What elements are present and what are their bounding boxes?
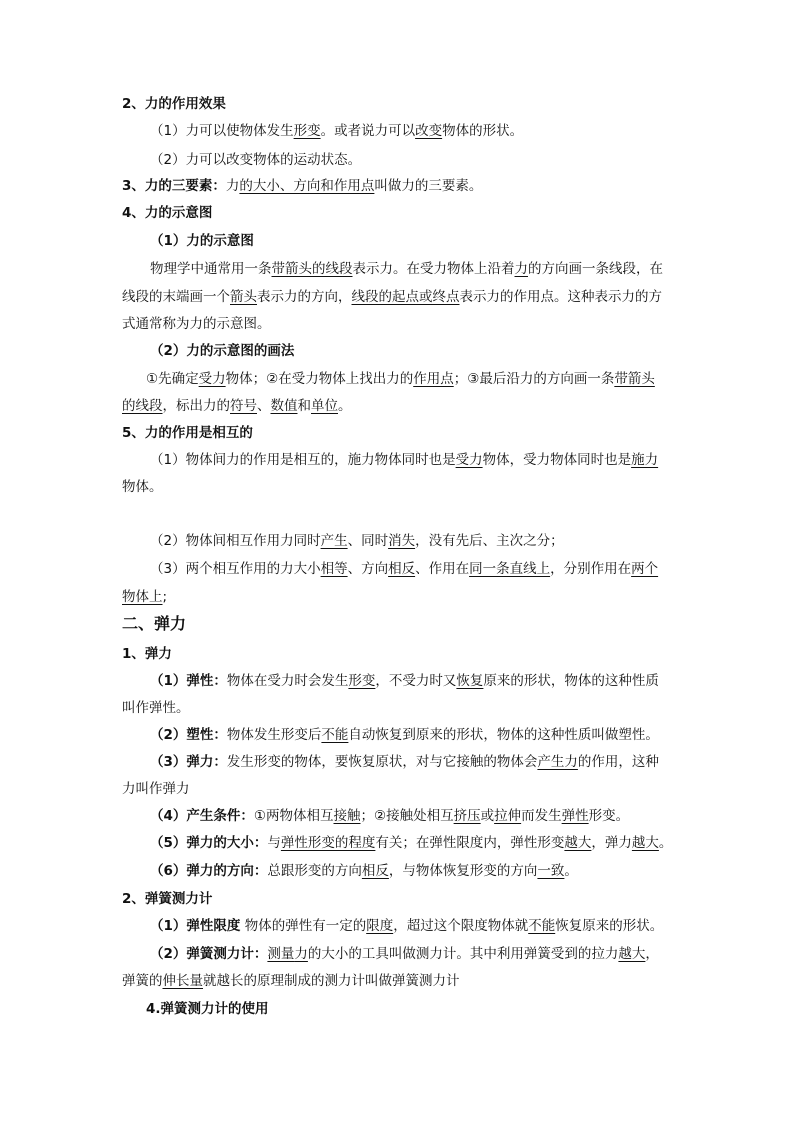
underlined-term: 形变 [348,673,376,689]
underlined-term: 一致 [537,863,565,879]
paragraph-line [146,369,655,389]
term-label: （6）弹力的方向： [150,863,268,879]
underlined-term: 不能 [528,918,556,934]
text-run: 自动恢复到原来的形状，物体的这种性质叫做塑性。 [348,727,659,743]
paragraph-line [150,121,523,141]
section-title-elastic-force: 二、弹力 [122,614,187,633]
text-run: ①两物体相互 [253,808,334,824]
text-run: 表示力的作用点。这种表示力的方 [459,289,662,305]
underlined-term: 带箭头 [614,371,655,387]
paragraph-line [150,916,663,936]
underlined-term: 测量 [267,946,295,962]
text-run: 和 [297,398,311,414]
text-run: 恢复原来的形状。 [555,918,664,934]
underlined-term: 线段的起点或终点 [351,289,460,305]
term-label: （2）弹簧测力计： [150,946,268,962]
underlined-term: 产生力 [537,754,578,770]
underlined-term: 相反 [361,863,389,879]
text-run: ，弹力 [591,835,632,851]
text-run: 而发生 [521,808,562,824]
heading-spring-scale-usage: 4.弹簧测力计的使用 [146,1001,269,1017]
subheading: （1）力的示意图 [150,233,254,249]
paragraph-line [150,531,564,551]
underlined-term: 形变 [293,123,321,139]
subheading: （2）力的示意图的画法 [150,343,295,359]
paragraph-line [122,396,352,416]
paragraph-line [150,671,659,691]
paragraph-line [150,259,663,279]
text-run: ，与物体恢复形变的方向 [388,863,538,879]
underlined-term: 越大 [618,946,646,962]
text-run: ，分别作用在 [550,561,632,577]
term-label: （4）产生条件： [150,808,254,824]
term-label: （2）塑性： [150,727,227,743]
paragraph-line [150,752,659,772]
underlined-term: 箭头 [230,289,257,305]
text-run: 原来的形状，物体的这种性质 [483,673,659,689]
term-label: （1）弹性： [150,673,227,689]
text-run: 物体；②在受力物体上找出力的 [225,371,414,387]
underlined-term: 限度 [366,918,394,934]
text-run: 弹簧的 [122,973,163,989]
text-run: 3、力的三要素： [122,178,226,194]
underlined-term: 施力 [631,452,659,468]
text-run: ， [645,946,659,962]
paragraph-line: （2）力可以改变物体的运动状态。 [150,152,362,168]
underlined-term: 的线段 [122,398,163,414]
paragraph-line [122,587,167,607]
text-run: 、同时 [347,533,389,549]
underlined-term: 相反 [388,561,416,577]
text-run: 叫做力的三要素。 [374,178,483,194]
text-run: ，标出力的 [162,398,230,414]
text-run: 的作用，这种 [577,754,659,770]
underlined-term: 带箭头的线段 [271,261,353,277]
paragraph-line [122,971,460,991]
text-run: 。 [658,835,673,851]
underlined-term: 挤压 [453,808,481,824]
underlined-term: 符号 [230,398,257,414]
underlined-term: 不能 [321,727,349,743]
underlined-term: 越大 [631,835,659,851]
text-run: 的大小的工具叫做测力计。其中利用弹簧受到的拉力 [307,946,619,962]
text-run: ①先确定 [146,371,199,387]
underlined-term: 接触 [333,808,361,824]
paragraph-line: 物体。 [122,479,163,495]
underlined-term: 数值 [270,398,298,414]
text-run: 与 [267,835,281,851]
underlined-term: 弹性 [561,808,589,824]
text-run: 力 [225,178,240,194]
paragraph-line [122,287,662,307]
term-label: （1）弹性限度 [150,918,241,934]
underlined-term: 越大 [564,835,592,851]
underlined-term: 物体上 [122,589,163,605]
text-run: 。或者说力可以 [320,123,416,139]
underlined-term: 恢复 [456,673,484,689]
paragraph-line [150,806,629,826]
underlined-term: 作用点 [413,371,454,387]
text-run: ，超过这个限度物体就 [393,918,529,934]
text-run: 的方向画一条线段，在 [528,261,663,277]
underlined-term: 消失 [388,533,416,549]
underlined-term: 相等 [320,561,348,577]
text-run: 物体的形状。 [442,123,524,139]
underlined-term: 伸长量 [162,973,203,989]
underlined-term: 弹性形变的程度 [280,835,376,851]
text-run: （3）两个相互作用的力大小 [150,561,321,577]
paragraph-line [150,944,659,964]
text-run: 、作用在 [415,561,470,577]
heading-elastic-force: 1、弹力 [122,646,172,662]
text-run: 物体，受力物体同时也是 [482,452,632,468]
paragraph-line: 力叫作弹力 [122,781,190,797]
text-run: 物体在受力时会发生 [226,673,349,689]
text-run: ；③最后沿力的方向画一条 [453,371,615,387]
heading-spring-scale: 2、弹簧测力计 [122,891,213,907]
underlined-term: 单位 [311,398,338,414]
heading-force-effects: 2、力的作用效果 [122,96,226,112]
underlined-term: 产生 [320,533,348,549]
underlined-term: 力 [294,946,308,962]
underlined-term: 受力 [455,452,483,468]
text-run: 线段的末端画一个 [122,289,230,305]
heading-three-elements [122,176,482,196]
term-label: （3）弹力： [150,754,227,770]
text-run: （1）物体间力的作用是相互的，施力物体同时也是 [150,452,456,468]
underlined-term: 两个 [631,561,659,577]
text-run: ，没有先后、主次之分； [415,533,564,549]
text-run: 就越长的原理制成的测力计叫做弹簧测力计 [203,973,460,989]
heading-force-diagram: 4、力的示意图 [122,205,213,221]
paragraph-line: 式通常称为力的示意图。 [122,316,271,332]
underlined-term: 同一条直线上 [469,561,551,577]
text-run: 发生形变的物体，要恢复原状，对与它接触的物体会 [226,754,538,770]
text-run: 、方向 [347,561,389,577]
text-run: （1）力可以使物体发生 [150,123,294,139]
text-run: 有关；在弹性限度内，弹性形变 [375,835,565,851]
text-run: 物理学中通常用一条 [150,261,272,277]
text-run: 表示力。在受力物体上沿着 [352,261,515,277]
text-run: 总跟形变的方向 [267,863,362,879]
heading-mutual-force: 5、力的作用是相互的 [122,425,253,441]
text-run: ; [162,589,168,605]
term-label: （5）弹力的大小： [150,835,268,851]
paragraph-line [150,833,672,853]
text-run: （2）物体间相互作用力同时 [150,533,321,549]
paragraph-line [150,861,578,881]
text-run: 。 [564,863,578,879]
text-run: ；②接触处相互 [360,808,454,824]
text-run: 形变。 [588,808,630,824]
text-run: 。 [338,398,352,414]
text-run: 或 [480,808,495,824]
paragraph-line [150,725,659,745]
underlined-term: 力 [514,261,528,277]
underlined-term: 改变 [415,123,443,139]
text-run: 、 [257,398,271,414]
text-run: 物体发生形变后 [226,727,322,743]
underlined-term: 拉伸 [494,808,522,824]
paragraph-line: 叫作弹性。 [122,700,190,716]
text-run: 物体的弹性有一定的 [244,918,367,934]
text-run: ，不受力时又 [375,673,457,689]
underlined-term: 受力 [198,371,226,387]
paragraph-line [150,450,658,470]
paragraph-line [150,559,658,579]
underlined-term: 的大小、方向和作用点 [239,178,375,194]
text-run: 表示力的方向， [257,289,352,305]
